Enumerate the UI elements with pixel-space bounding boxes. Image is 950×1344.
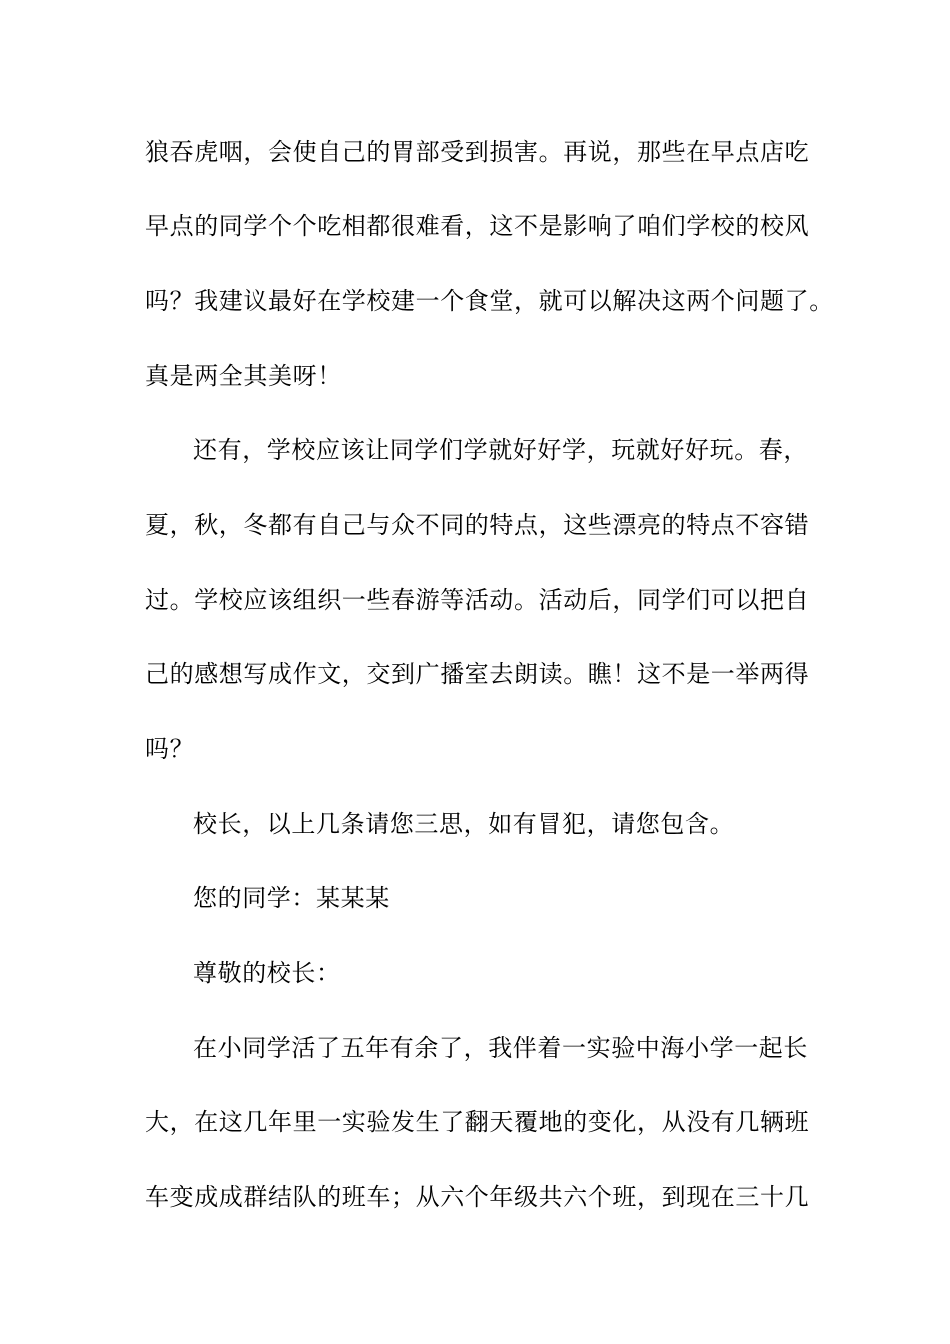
text-line-1: 狼吞虎咽，会使自己的胃部受到损害。再说，那些在早点店吃 (145, 138, 810, 166)
text-line-4: 真是两全其美呀！ (145, 362, 342, 390)
paragraph-start-line-2: 在小同学活了五年有余了，我伴着一实验中海小学一起长 (193, 1034, 808, 1062)
text-line-9: 吗？ (145, 735, 195, 763)
salutation-line: 尊敬的校长： (193, 959, 341, 987)
text-line-3: 吗？我建议最好在学校建一个食堂，就可以解决这两个问题了。 (145, 287, 834, 315)
text-line-2: 早点的同学个个吃相都很难看，这不是影响了咱们学校的校风 (145, 212, 810, 240)
closing-line: 校长，以上几条请您三思，如有冒犯，请您包含。 (193, 810, 735, 838)
text-line-7: 过。学校应该组织一些春游等活动。活动后，同学们可以把自 (145, 586, 810, 614)
text-line-6: 夏，秋，冬都有自己与众不同的特点，这些漂亮的特点不容错 (145, 511, 810, 539)
paragraph-start-line: 还有，学校应该让同学们学就好好学，玩就好好玩。春， (193, 436, 808, 464)
text-line-8: 己的感想写成作文，交到广播室去朗读。瞧！这不是一举两得 (145, 660, 810, 688)
text-line-14: 大，在这几年里一实验发生了翻天覆地的变化，从没有几辆班 (145, 1108, 810, 1136)
signature-line: 您的同学：某某某 (193, 884, 390, 912)
text-line-15: 车变成成群结队的班车；从六个年级共六个班，到现在三十几 (145, 1183, 810, 1211)
